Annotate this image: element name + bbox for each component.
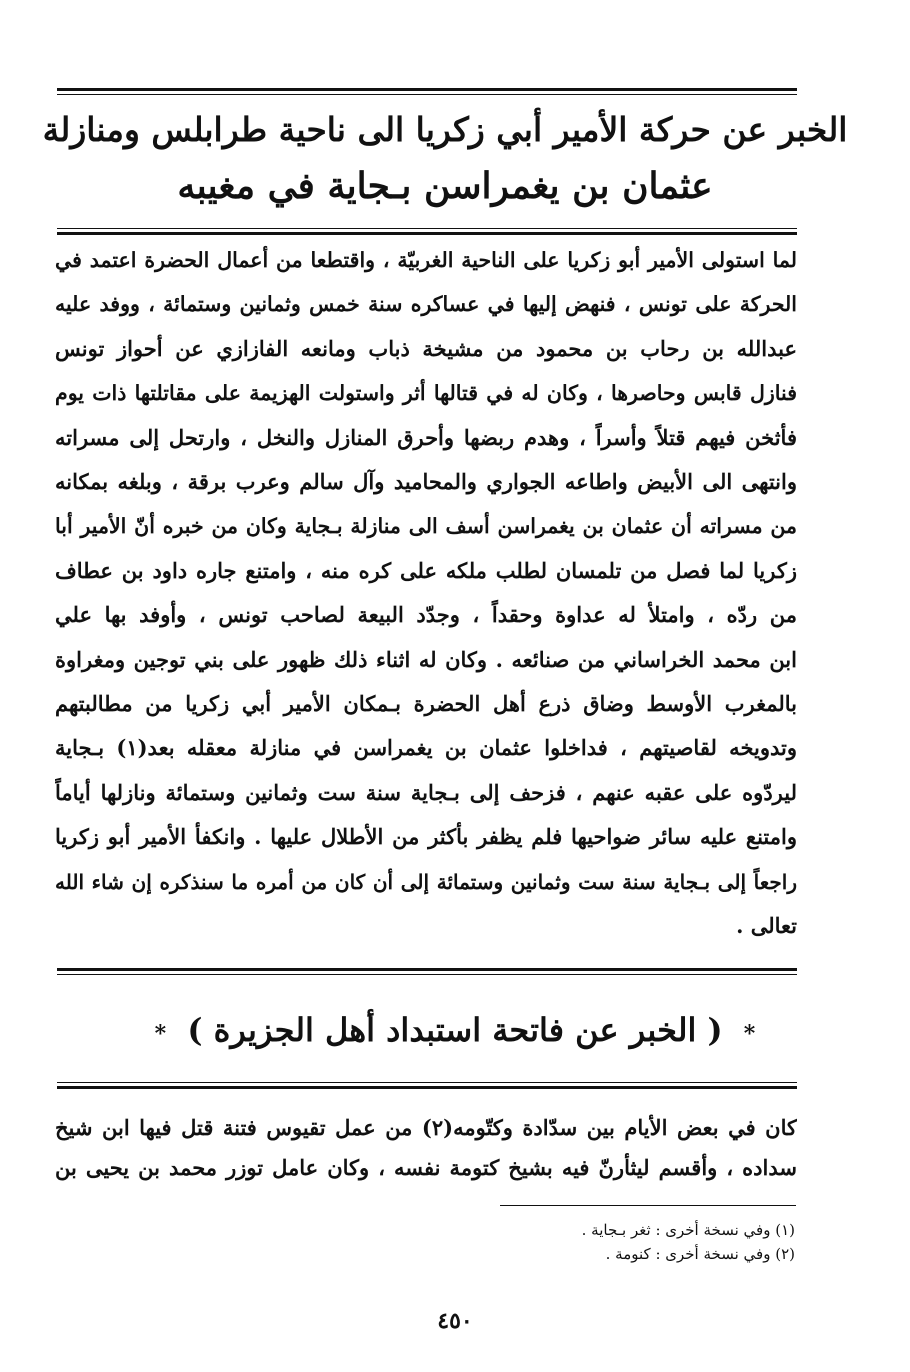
title-line: الخبر عن حركة الأمير أبي زكريا الى ناحية طرابلس ومنازلة: [42, 110, 848, 149]
section-1-body: [55, 238, 797, 949]
top-double-rule: [57, 88, 797, 95]
text-line: عبدالله بن رحاب بن محمود من مشيخة ذباب ومانعه الفازازي عن أحواز تونس: [55, 335, 797, 361]
footnotes: [582, 1218, 795, 1266]
page-number: ٤٥٠: [437, 1308, 473, 1334]
section-heading: ( الخبر عن فاتحة استبداد أهل الجزيرة ): [187, 1011, 723, 1049]
star-ornament: *: [743, 1021, 756, 1047]
text-line: راجعاً إلى بـجاية سنة ست وثمانين وستمائة إلى أن كان من أمره ما سنذكره إن شاء الله: [55, 869, 797, 894]
footnote: (١) وفي نسخة أخرى : ثغر بـجاية .: [581, 1221, 795, 1239]
text-line: وانتهى الى الأبيض واطاعه الجواري والمحاميد وآل سالم وعرب برقة ، وبلغه بمكانه: [55, 469, 797, 495]
text-line: وامتنع عليه سائر ضواحيها فلم يظفر بأكثر من الأطلال عليها . وانكفأ الأمير أبو زكريا: [55, 824, 797, 850]
section-title-2: [60, 1000, 850, 1064]
text-line: زكريا لما فصل من تلمسان لطلب ملكه على كره منه ، وامتنع جاره داود بن عطاف: [55, 557, 797, 583]
footnote-rule: [500, 1205, 796, 1206]
star-ornament: *: [154, 1021, 167, 1047]
title-double-rule: [57, 228, 797, 235]
text-line: فأثخن فيهم قتلاً وأسراً ، وهدم ربضها وأحرق المنازل والنخل ، وارتحل إلى مسراته: [55, 424, 797, 450]
text-line: وتدويخه لقاصيتهم ، فداخلوا عثمان بن يغمراسن في منازلة معقله بعد(١) بـجاية: [55, 735, 797, 761]
text-line: من مسراته أن عثمان بن يغمراسن أسف الى منازلة بـجاية وكان من خبره أنّ الأمير أبا: [55, 514, 797, 539]
text-line: من ردّه ، وامتلأ له عداوة وحقداً ، وجدّد البيعة لصاحب تونس ، وأوفد بها علي: [55, 602, 797, 628]
section-divider-rule: [57, 968, 797, 975]
title-line: عثمان بن يغمراسن بـجاية في مغيبه: [177, 165, 713, 207]
text-line: بالمغرب الأوسط وضاق ذرع أهل الحضرة بـمكان الأمير أبي زكريا من مطالبتهم: [55, 691, 797, 717]
text-line: سداده ، وأقسم ليثأرنّ فيه بشيخ كتومة نفسه ، وكان عامل توزر محمد بن يحيى بن: [55, 1155, 797, 1180]
text-line: ليردّوه على عقبه عنهم ، فزحف إلى بـجاية سنة ست وثمانين وستمائة ونازلها أياماً: [55, 779, 797, 805]
section-2-rule: [57, 1082, 797, 1089]
text-line: ابن محمد الخراساني من صنائعه . وكان له اثناء ذلك ظهور على بني توجين ومغراوة: [55, 646, 797, 672]
text-line: الحركة على تونس ، فنهض إليها في عساكره سنة خمس وثمانين وستمائة ، ووفد عليه: [55, 292, 797, 317]
text-line: لما استولى الأمير أبو زكريا على الناحية الغربيّة ، واقتطعا من أعمال الحضرة اعتمد في: [55, 248, 797, 272]
text-line: فنازل قابس وحاصرها ، وكان له في قتالها أثر واستولت الهزيمة على مقاتلتها ذات يوم: [55, 381, 797, 406]
text-line: كان في بعض الأيام بين سدّادة وكتّومه(٢) من عمل تقيوس فتنة قتل فيها ابن شيخ: [55, 1115, 797, 1140]
text-line: تعالى .: [736, 913, 797, 939]
footnote: (٢) وفي نسخة أخرى : كنومة .: [605, 1245, 795, 1263]
section-2-body: [55, 1108, 797, 1188]
section-title-1: [40, 102, 850, 214]
